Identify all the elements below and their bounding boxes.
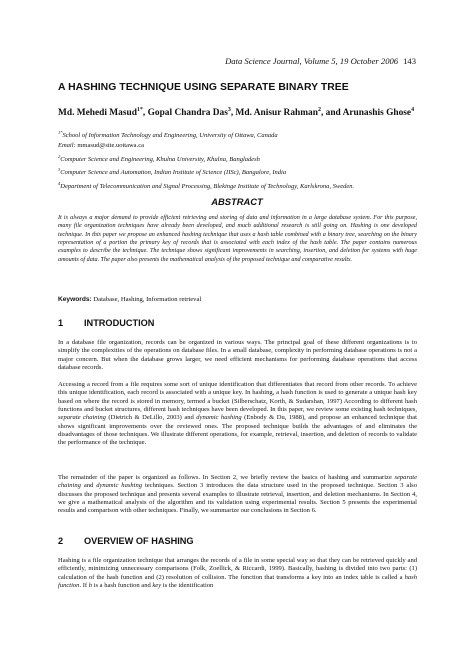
author-separator: , <box>142 108 148 119</box>
section-heading-introduction <box>58 318 154 328</box>
abstract-text: It is always a major demand to provide efficient retrieving and storing of data and information in a large database system. For this purpose, many file organization techniques have already been developed, and much additional research is still going on. Hashing is one developed technique. In this paper we propose an enhanced hashing technique that uses a hash table combined with a binary tree, searching on the binary representation of a portion the primary key of records that is associated with each index of the hash table. The paper contains numerous examples to describe the technique. The technique shows significant improvements in searching, insertion, and deletion for systems with huge amounts of data. The paper also presents the mathematical analysis of the proposed technique and comparative results. <box>58 215 417 263</box>
paragraph-text: is a hash function and <box>92 582 153 590</box>
affiliation-3 <box>58 165 418 178</box>
affiliation-marker: 3 <box>58 167 61 173</box>
paragraph-text: The remainder of the paper is organized as follows. In Section 2, we briefly review the basics of hashing and summarize <box>58 474 395 481</box>
emphasis-term: separate chaining <box>58 414 106 422</box>
affiliations <box>58 128 418 192</box>
paragraph-text: techniques. Section 3 introduces the data structure used in the proposed technique. Section 3 also discusses the proposed technique and presents several examples to illustrate retrieval, insertion, and deletion mechanisms. In Section 4, we give a mathematical analysis of the algorithm and its validation using experimental results. Section 5 presents the experimental results and comparison with other techniques. Finally, we summarize our conclusions in Section 6. <box>58 482 417 515</box>
affiliation-2 <box>58 152 418 165</box>
author-superscript: 3 <box>227 107 231 113</box>
emphasis-term: dynamic hashing <box>196 414 242 422</box>
author-list <box>58 107 414 118</box>
author-name: Arunashis Ghose <box>342 108 412 119</box>
author-separator: , <box>230 108 236 119</box>
author-superscript: 2 <box>317 107 321 113</box>
emphasis-term: key <box>152 582 162 590</box>
section-title: OVERVIEW OF HASHING <box>84 536 194 546</box>
emphasis-term: separate chaining <box>58 474 417 490</box>
abstract-heading: ABSTRACT <box>211 196 263 207</box>
keywords-label: Keywords: <box>58 296 92 303</box>
email-address[interactable]: mmasud@site.uottawa.ca <box>77 142 144 150</box>
emphasis-term: h <box>88 582 93 590</box>
paragraph-text: and <box>80 482 97 490</box>
paragraph-text: is the identification <box>161 582 214 590</box>
running-header <box>0 56 416 66</box>
journal-citation: Data Science Journal, Volume 5, 19 October 2006 <box>225 56 399 66</box>
keywords-text: Database, Hashing, Information retrieval <box>93 296 202 303</box>
intro-paragraph-3 <box>58 474 417 516</box>
overview-paragraph-1 <box>58 557 417 590</box>
affiliation-text: Department of Telecommunication and Signal Processing, Blekinge Institute of Technology, Karlskrona, Sweden. <box>60 182 355 190</box>
affiliation-text: School of Information Technology and Engineering, University of Ottawa, Canada <box>62 132 278 140</box>
emphasis-term: dynamic hashing <box>96 482 143 490</box>
author-name: Gopal Chandra Das <box>147 108 228 119</box>
paper-title: A HASHING TECHNIQUE USING SEPARATE BINARY TREE <box>58 82 349 93</box>
emphasis-term: hash function <box>58 573 417 590</box>
section-number: 1 <box>58 318 64 328</box>
intro-paragraph-2 <box>58 381 417 448</box>
author-separator: , and <box>320 108 343 119</box>
paragraph-text: Accessing a record from a file requires some sort of unique identification that differentiates that record from other records. To achieve this unique identification, each record is associated with a unique key. In hashing, a hash function is used to generate a unique hash key based on where the record is stored in memory, termed a bucket (Silberschatz, Korth, & Sudarshan, 1997) According to different hash functions and bucket structures, different hash techniques have been developed. In this paper, we review some existing hash techniques, <box>58 381 417 414</box>
keywords-line <box>58 296 201 303</box>
page-number: 143 <box>403 56 416 66</box>
author-superscript: 4 <box>411 107 415 113</box>
section-title: INTRODUCTION <box>84 318 155 328</box>
affiliation-text: Computer Science and Engineering, Khulna University, Khulna, Bangladesh <box>60 155 260 163</box>
paragraph-text: . If <box>79 582 89 590</box>
author-superscript: 1* <box>136 107 143 113</box>
affiliation-marker: 2 <box>58 153 61 159</box>
author-name: Md. Mehedi Masud <box>58 108 137 119</box>
email-line <box>58 141 418 151</box>
affiliation-marker: 4 <box>58 180 61 186</box>
affiliation-text: Computer Science and Automation, Indian Institute of Science (IISc), Bangalore, India <box>60 169 287 177</box>
affiliation-1 <box>58 128 418 141</box>
paragraph-text: (Enbody & Du, 1988), and propose an enhanced technique that shows significant improvements over the reviewed ones. The proposed technique builds the advantages of and eliminates the disadvantages of those techniques. We illustrate different operations, for example, retrieval, insertion, and deletion of records to validate the performance of the technique. <box>58 414 417 447</box>
section-number: 2 <box>58 536 64 546</box>
paragraph-text: Hashing is a file organization technique that arranges the records of a file in some special way so that they can be retrieved quickly and efficiently, minimizing unnecessary comparisons (Folk, Zoellick, & Riccardi, 1999). Basically, hashing is divided into two parts: (1) calculation of the hash function and (2) resolution of collision. The function that transforms a key into an index table is called a <box>58 557 417 581</box>
email-label: Email: <box>58 142 76 150</box>
intro-paragraph-1: In a database file organization, records can be organized in various ways. The principal goal of these different organizations is to simplify the complexities of the operations on database files. In a small database, complexity in performing database operations is not a major concern. But when the database grows larger, we need efficient mechanisms for performing database operations that access database records. <box>58 339 417 372</box>
affiliation-4 <box>58 179 418 192</box>
paragraph-text: (Dietrich & DeLillo, 2003) and <box>105 414 197 422</box>
section-heading-overview <box>58 536 194 546</box>
affiliation-marker: 1* <box>58 130 63 135</box>
author-name: Md. Anisur Rahman <box>235 108 318 119</box>
